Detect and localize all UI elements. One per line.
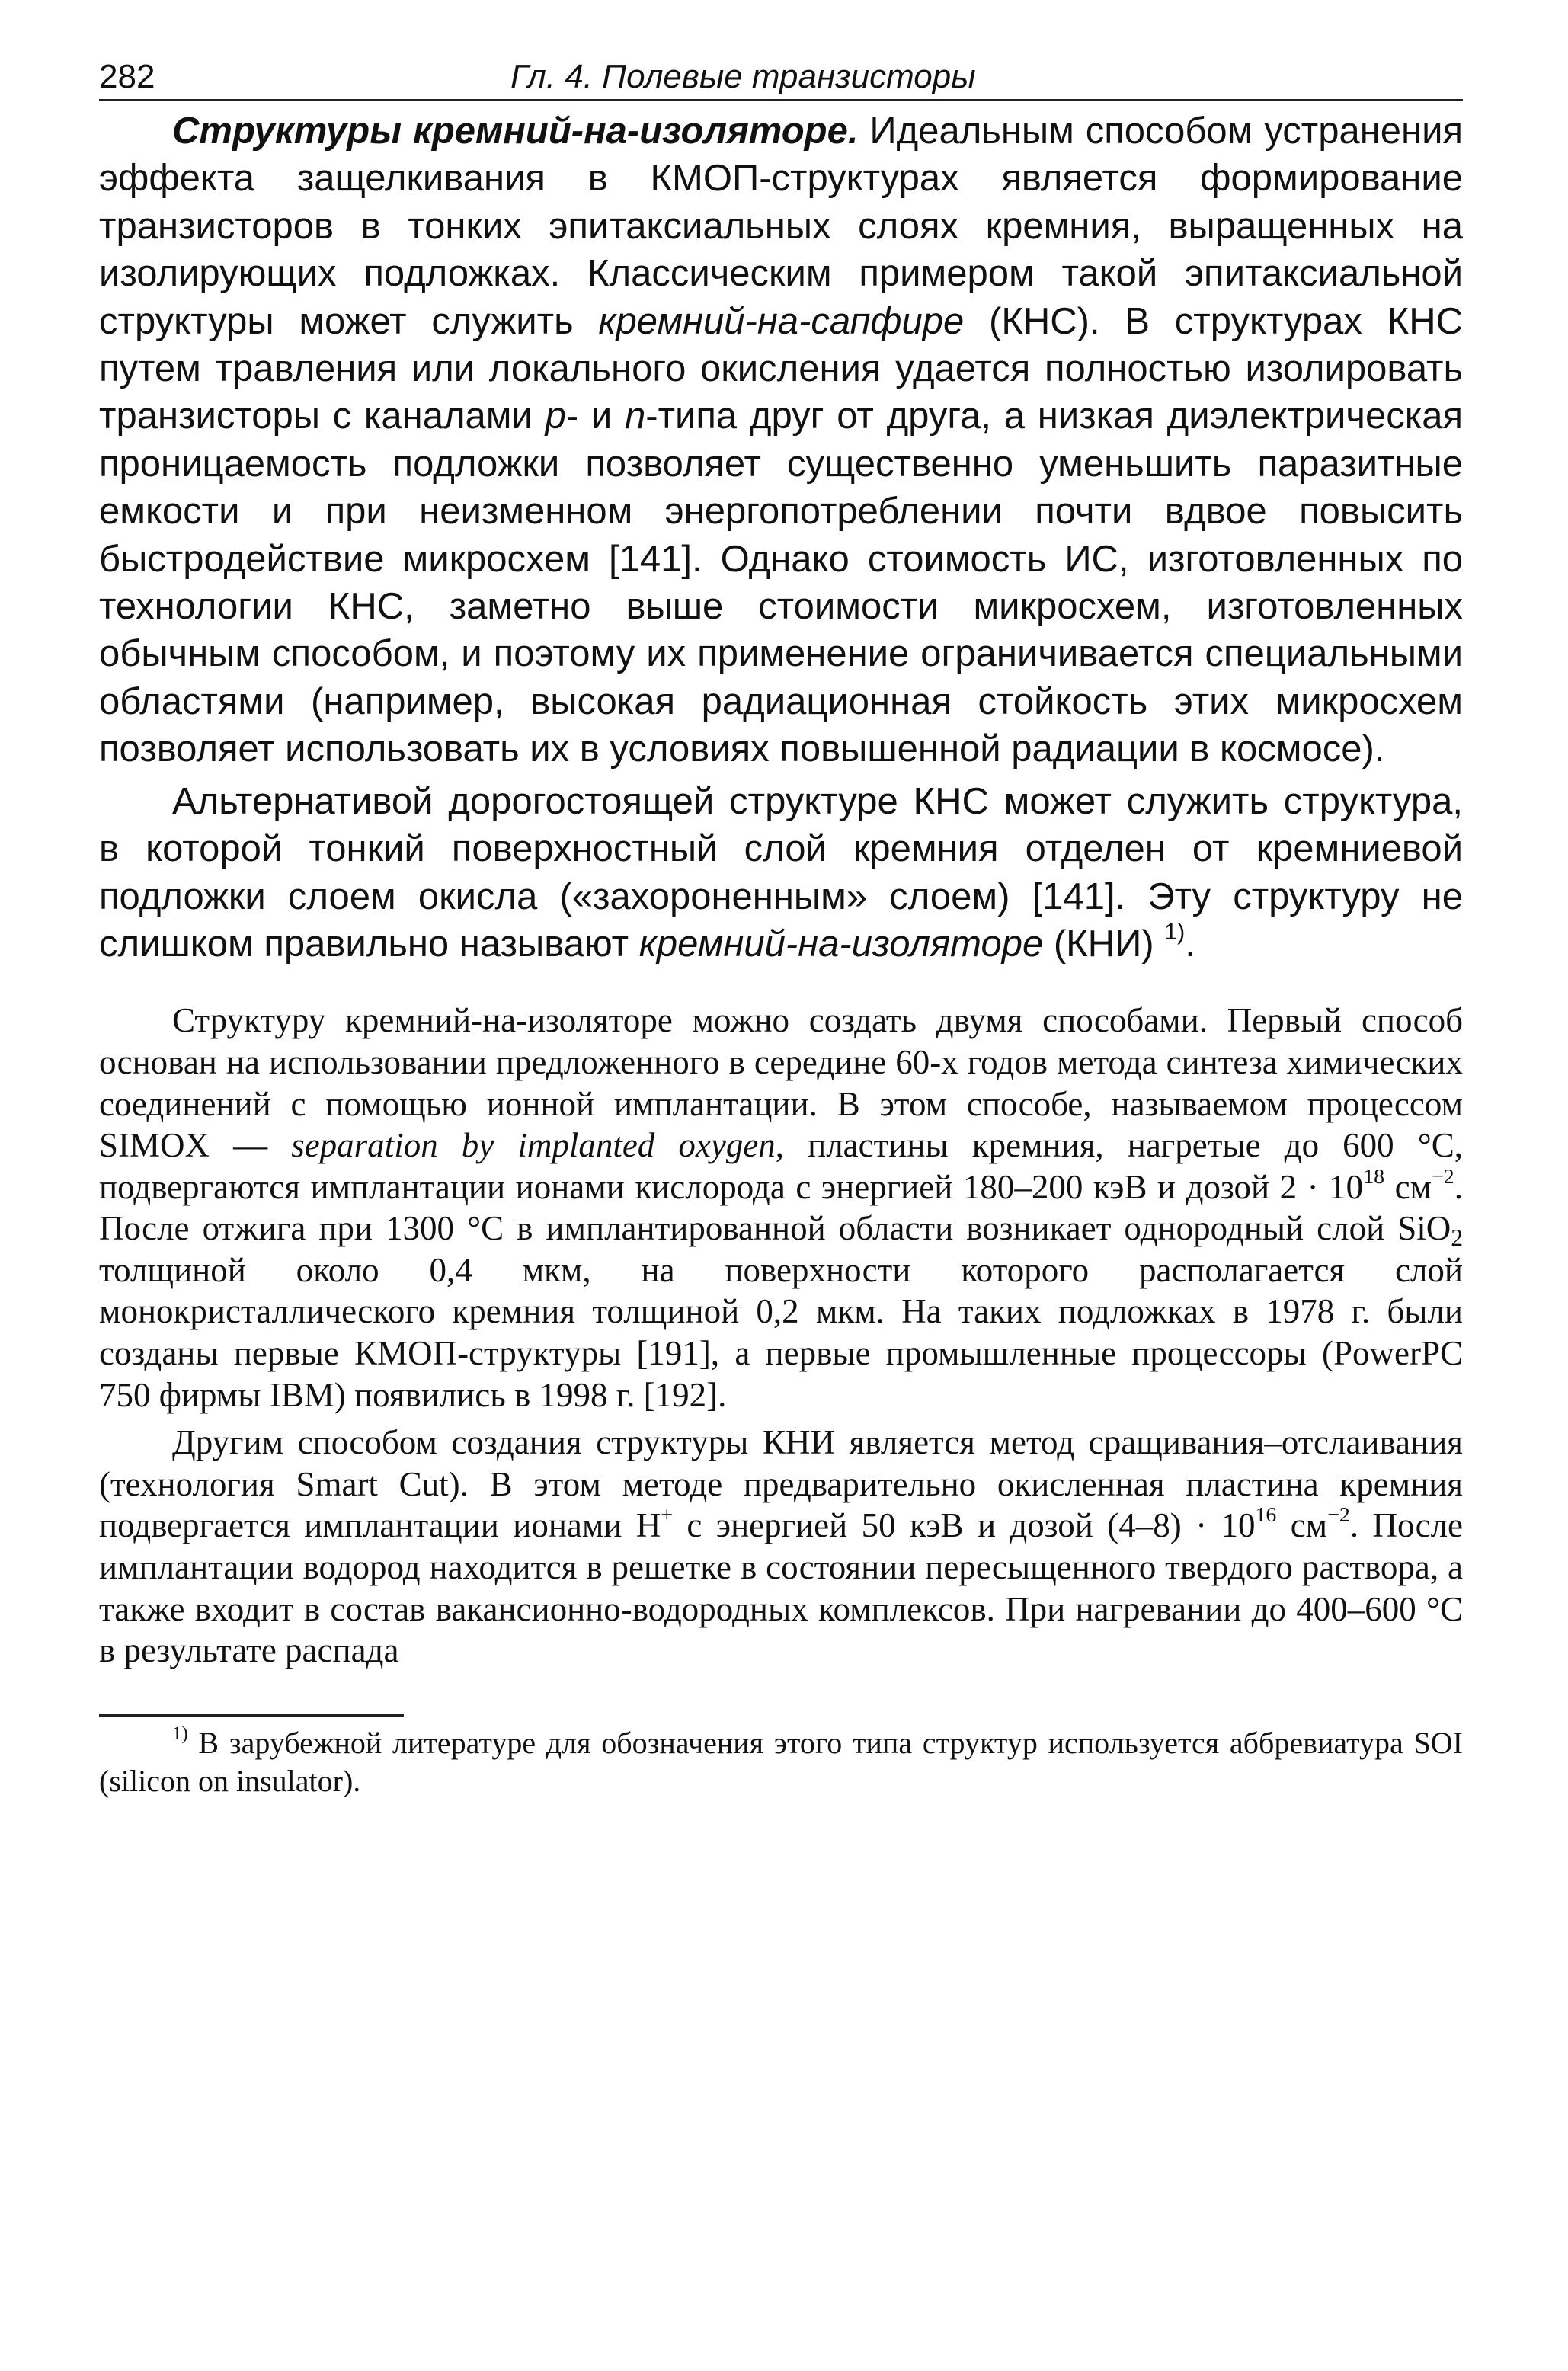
exponent: −2 bbox=[1432, 1164, 1454, 1189]
paragraph-text: . После отжига при 1300 °C в имплантированной области возникает однородный слой SiO bbox=[99, 1167, 1463, 1248]
paragraph-text: Идеальным способом устранения эффекта защелкивания в КМОП-структурах является формирование транзисторов в тонких эпитаксиальных слоях кремния, выращенных на изолирующих подложках. Классическим примером такой эпитаксиальной структуры может служить bbox=[99, 110, 1463, 342]
subscript: 2 bbox=[1451, 1224, 1463, 1252]
symbol-p: p bbox=[545, 395, 566, 437]
paragraph-simox bbox=[99, 1000, 1463, 1416]
exponent: 18 bbox=[1363, 1164, 1385, 1189]
page-number: 282 bbox=[99, 58, 155, 95]
footnote-reference: 1) bbox=[1164, 919, 1186, 946]
paragraph-text: Структуру кремний-на-изоляторе можно создать двумя способами. Первый способ основан на использовании предложенного в середине 60-х годов метода синтеза химических соединений с помощью ионной имплантации. В этом способе, называемом процессом SIMOX — bbox=[99, 1001, 1463, 1165]
paragraph-text: . bbox=[1185, 923, 1195, 965]
book-page bbox=[99, 46, 1463, 1800]
paragraph-text: (КНС). В структурах КНС путем травления или локального окисления удается полностью изолировать транзисторы с каналами bbox=[99, 300, 1463, 437]
paragraph-text: (КНИ) bbox=[1043, 923, 1165, 965]
term-simox-expansion: separation by implanted oxygen bbox=[291, 1126, 776, 1165]
term-silicon-on-sapphire: кремний-на-сапфире bbox=[598, 300, 965, 342]
paragraph-text: Другим способом создания структуры КНИ является метод сращивания–отслаивания (технология Smart Cut). В этом методе предварительно окисленная пластина кремния подвергается имплантации ионами H bbox=[99, 1423, 1463, 1545]
section-run-in-heading: Структуры кремний-на-изоляторе. bbox=[172, 110, 859, 152]
paragraph-text: с энергией 50 кэВ и дозой (4–8) · 10 bbox=[673, 1506, 1256, 1545]
footnote bbox=[99, 1724, 1463, 1800]
exponent: −2 bbox=[1327, 1503, 1350, 1528]
running-header bbox=[99, 46, 1463, 101]
chapter-title: Гл. 4. Полевые транзисторы bbox=[510, 58, 976, 95]
paragraph-smart-cut bbox=[99, 1422, 1463, 1672]
symbol-n: n bbox=[624, 395, 646, 437]
paragraph-text: толщиной около 0,4 мкм, на поверхности которого располагается слой монокристаллического кремния толщиной 0,2 мкм. На таких подложках в 1978 г. были созданы первые КМОП-структуры [191], а первые промышленные процессоры (PowerPC 750 фирмы IBM) появились в 1998 г. [192]. bbox=[99, 1250, 1463, 1414]
paragraph-text: Альтернативой дорогостоящей структуре КНС может служить структура, в которой тонкий поверхностный слой кремния отделен от кремниевой подложки слоем окисла («захороненным» слоем) [141]. Эту структуру не слишком правильно называют bbox=[99, 780, 1463, 965]
paragraph-text: , пластины кремния, нагретые до 600 °C, подвергаются имплантации ионами кислорода с энергией 180–200 кэВ и дозой 2 · 10 bbox=[99, 1126, 1463, 1206]
footnote-marker: 1) bbox=[172, 1723, 188, 1744]
paragraph-text: - и bbox=[565, 395, 625, 437]
footnote-text: В зарубежной литературе для обозначения этого типа структур используется аббревиатура SOI (silicon on insulator). bbox=[99, 1725, 1463, 1798]
term-silicon-on-insulator: кремний-на-изоляторе bbox=[638, 923, 1044, 965]
paragraph-text: -типа друг от друга, а низкая диэлектрическая проницаемость подложки позволяет существенно уменьшить паразитные емкости и при неизменном энергопотреблении почти вдвое повысить быстродействие микросхем [141]. Однако стоимость ИС, изготовленных по технологии КНС, заметно выше стоимости микросхем, изготовленных обычным способом, и поэтому их применение ограничивается специальными областями (например, высокая радиационная стойкость этих микросхем позволяет использовать их в условиях повышенной радиации в космосе). bbox=[99, 395, 1464, 770]
paragraph-soi-alternative bbox=[99, 778, 1463, 968]
superscript: + bbox=[661, 1503, 674, 1528]
exponent: 16 bbox=[1255, 1503, 1277, 1528]
paragraph-text: см bbox=[1276, 1506, 1328, 1545]
main-text-block bbox=[99, 107, 1463, 968]
paragraph-text: см bbox=[1384, 1167, 1432, 1206]
footnote-separator bbox=[99, 1714, 404, 1717]
paragraph-soi-intro bbox=[99, 107, 1463, 773]
small-print-block bbox=[99, 1000, 1463, 1672]
paragraph-text: . После имплантации водород находится в решетке в состоянии пересыщенного твердого раствора, а также входит в состав вакансионно-водородных комплексов. При нагревании до 400–600 °C в результате распада bbox=[99, 1506, 1463, 1670]
